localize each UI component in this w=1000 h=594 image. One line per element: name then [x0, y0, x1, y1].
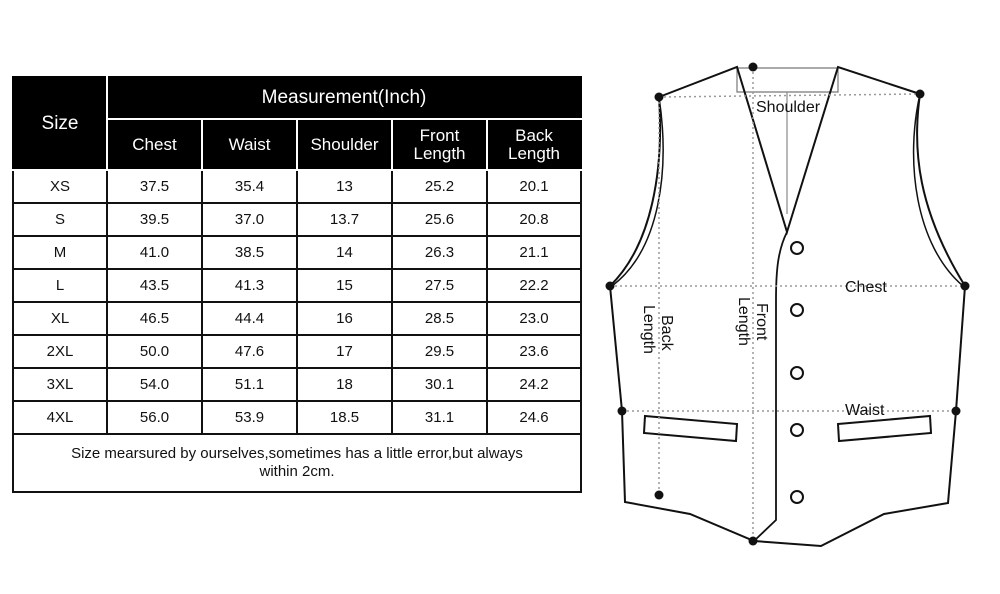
- column-header: Chest: [107, 119, 202, 170]
- measurement-cell: 25.6: [392, 203, 487, 236]
- table-row: [13, 302, 581, 335]
- size-cell: L: [13, 269, 107, 302]
- measurement-cell: 28.5: [392, 302, 487, 335]
- measurement-cell: 37.5: [107, 170, 202, 203]
- table-row: [13, 269, 581, 302]
- size-header: Size: [13, 77, 107, 170]
- size-cell: 2XL: [13, 335, 107, 368]
- measure-point: [961, 282, 970, 291]
- table-row: [13, 335, 581, 368]
- vest-button: [791, 367, 803, 379]
- measurement-cell: 15: [297, 269, 392, 302]
- front-length-label-line1: Front: [753, 303, 770, 341]
- chest-label: Chest: [845, 279, 887, 296]
- size-note: Size mearsured by ourselves,sometimes has a little error,but always within 2cm.: [13, 434, 581, 492]
- measurement-cell: 27.5: [392, 269, 487, 302]
- vest-armhole-right: [914, 94, 963, 286]
- measurement-cell: 24.2: [487, 368, 581, 401]
- vest-diagram: [596, 56, 986, 556]
- table-row: [13, 368, 581, 401]
- measure-point: [618, 407, 627, 416]
- column-header: Front Length: [392, 119, 487, 170]
- measure-point: [952, 407, 961, 416]
- measurement-cell: 25.2: [392, 170, 487, 203]
- measurement-cell: 50.0: [107, 335, 202, 368]
- size-chart-table: [12, 76, 582, 493]
- vest-button: [791, 491, 803, 503]
- measure-point: [655, 491, 664, 500]
- size-cell: XL: [13, 302, 107, 335]
- measurement-cell: 44.4: [202, 302, 297, 335]
- measurement-cell: 56.0: [107, 401, 202, 434]
- size-cell: M: [13, 236, 107, 269]
- measurement-cell: 17: [297, 335, 392, 368]
- measure-point: [655, 93, 664, 102]
- pocket-right: [838, 416, 931, 441]
- measurement-cell: 18: [297, 368, 392, 401]
- measurement-cell: 41.3: [202, 269, 297, 302]
- column-header: Waist: [202, 119, 297, 170]
- measurement-cell: 13: [297, 170, 392, 203]
- column-header: Back Length: [487, 119, 581, 170]
- measurement-cell: 54.0: [107, 368, 202, 401]
- measurement-cell: 23.0: [487, 302, 581, 335]
- table-row: [13, 236, 581, 269]
- back-length-label-line2: Length: [640, 305, 657, 354]
- measurement-cell: 43.5: [107, 269, 202, 302]
- measurement-cell: 37.0: [202, 203, 297, 236]
- measurement-cell: 20.1: [487, 170, 581, 203]
- measurement-cell: 18.5: [297, 401, 392, 434]
- measurement-cell: 24.6: [487, 401, 581, 434]
- measurement-cell: 39.5: [107, 203, 202, 236]
- size-cell: XS: [13, 170, 107, 203]
- size-cell: S: [13, 203, 107, 236]
- column-header: Shoulder: [297, 119, 392, 170]
- back-length-label-line1: Back: [658, 315, 675, 351]
- measure-point: [606, 282, 615, 291]
- shoulder-measure-line: [659, 94, 920, 97]
- measurement-cell: 35.4: [202, 170, 297, 203]
- measurement-cell: 53.9: [202, 401, 297, 434]
- measurement-cell: 46.5: [107, 302, 202, 335]
- measurement-cell: 47.6: [202, 335, 297, 368]
- measurement-cell: 31.1: [392, 401, 487, 434]
- measure-point: [916, 90, 925, 99]
- vest-button: [791, 424, 803, 436]
- measurement-cell: 29.5: [392, 335, 487, 368]
- measurement-cell: 26.3: [392, 236, 487, 269]
- measure-point: [749, 537, 758, 546]
- vest-placket: [754, 232, 787, 541]
- measurement-cell: 16: [297, 302, 392, 335]
- size-cell: 3XL: [13, 368, 107, 401]
- measurement-cell: 51.1: [202, 368, 297, 401]
- measure-point: [749, 63, 758, 72]
- measurement-cell: 21.1: [487, 236, 581, 269]
- measurement-cell: 23.6: [487, 335, 581, 368]
- measurement-header: Measurement(Inch): [107, 77, 581, 119]
- measurement-cell: 22.2: [487, 269, 581, 302]
- size-cell: 4XL: [13, 401, 107, 434]
- measurement-cell: 14: [297, 236, 392, 269]
- vest-button: [791, 242, 803, 254]
- measurement-cell: 20.8: [487, 203, 581, 236]
- measurement-cell: 38.5: [202, 236, 297, 269]
- front-length-label-line2: Length: [735, 297, 752, 346]
- table-row: [13, 401, 581, 434]
- measurement-cell: 30.1: [392, 368, 487, 401]
- shoulder-label: Shoulder: [756, 99, 821, 116]
- table-row: [13, 170, 581, 203]
- measurement-cell: 13.7: [297, 203, 392, 236]
- pocket-left: [644, 416, 737, 441]
- table-row: [13, 203, 581, 236]
- vest-collar-band: [737, 68, 838, 92]
- waist-label: Waist: [845, 402, 885, 419]
- vest-button: [791, 304, 803, 316]
- measurement-cell: 41.0: [107, 236, 202, 269]
